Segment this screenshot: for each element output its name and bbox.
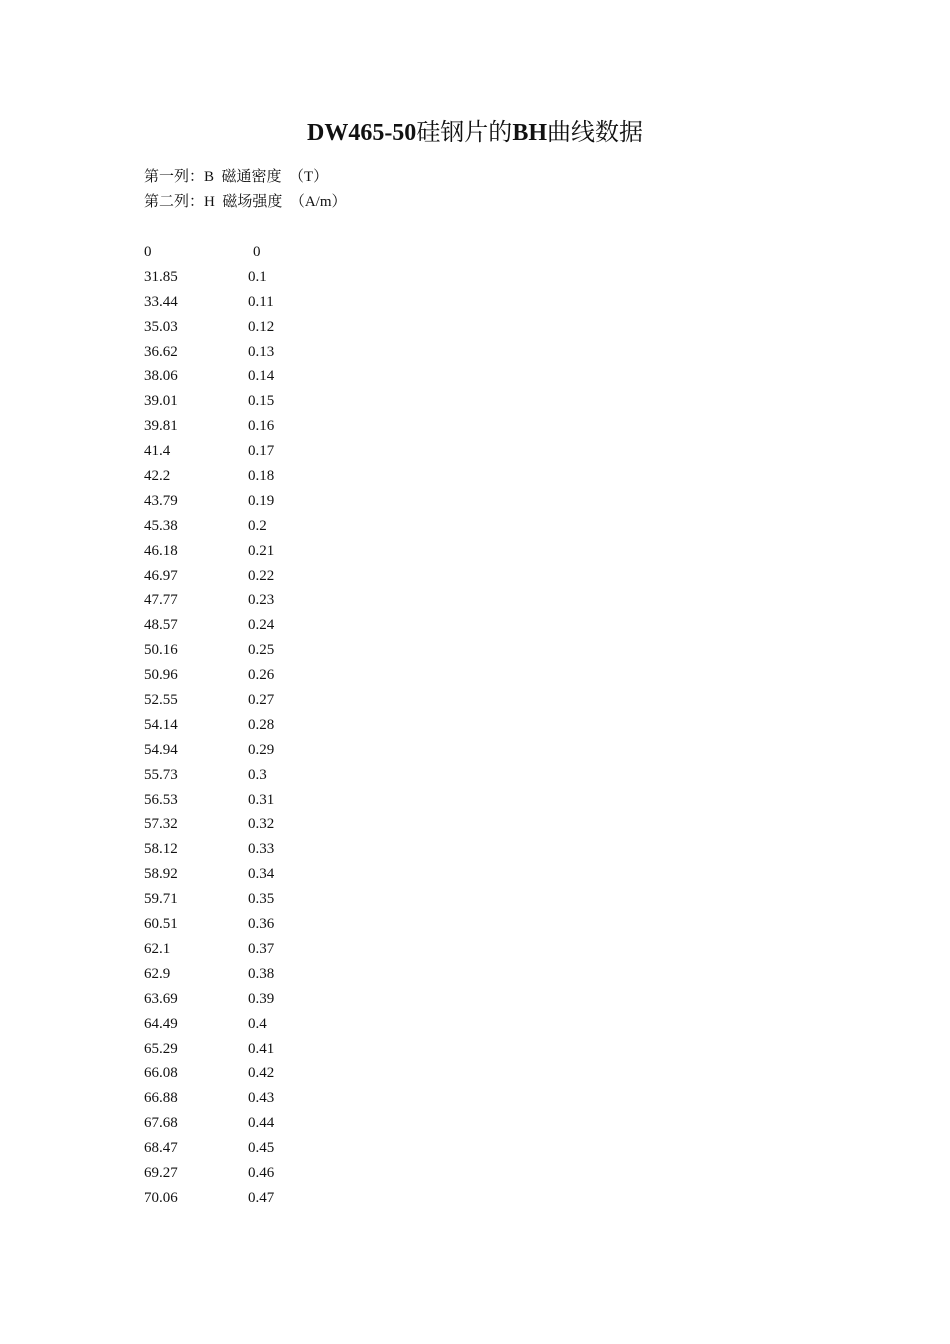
b-value-cell: 38.06 [144, 368, 178, 385]
h-value-cell: 0.34 [248, 866, 275, 883]
table-row [144, 888, 444, 913]
b-value-cell: 50.16 [144, 642, 178, 659]
b-value-cell: 57.32 [144, 816, 178, 833]
b-value-cell: 58.12 [144, 841, 178, 858]
h-value-cell: 0.17 [248, 443, 275, 460]
b-value-cell: 46.18 [144, 542, 178, 559]
b-value-cell: 52.55 [144, 692, 178, 709]
table-row [144, 515, 444, 540]
b-value-cell: 31.85 [144, 268, 178, 285]
h-value-cell: 0.23 [248, 592, 275, 609]
b-value-cell: 39.01 [144, 393, 178, 410]
h-value-cell: 0.19 [248, 492, 275, 509]
h-value-cell: 0.2 [248, 517, 267, 534]
page-title [0, 114, 950, 152]
table-row [144, 266, 444, 291]
h-value-cell: 0.22 [248, 567, 275, 584]
title-text-1: 硅钢片的 [416, 120, 513, 146]
h-value-cell: 0.13 [248, 343, 275, 360]
h-value-cell: 0.4 [248, 1015, 267, 1032]
title-model: DW465-50 [306, 120, 417, 146]
b-value-cell: 55.73 [144, 766, 178, 783]
h-value-cell: 0.32 [248, 816, 275, 833]
table-row [144, 316, 444, 341]
h-value-cell: 0.25 [248, 642, 275, 659]
table-row [144, 614, 444, 639]
b-value-cell: 35.03 [144, 318, 178, 335]
b-value-cell: 36.62 [144, 343, 178, 360]
h-value-cell: 0.44 [248, 1115, 275, 1132]
table-row [144, 390, 444, 415]
table-row [144, 963, 444, 988]
b-value-cell: 60.51 [144, 916, 178, 933]
b-value-cell: 33.44 [144, 293, 178, 310]
table-row [144, 1038, 444, 1063]
h-value-cell: 0.1 [248, 268, 267, 285]
table-row [144, 789, 444, 814]
h-value-cell: 0.41 [248, 1040, 275, 1057]
b-value-cell: 43.79 [144, 492, 178, 509]
table-row [144, 241, 444, 266]
bh-data-table [144, 241, 444, 1212]
h-value-cell: 0.28 [248, 716, 275, 733]
h-value-cell: 0.26 [248, 667, 275, 684]
h-value-cell: 0.11 [248, 293, 274, 310]
table-row [144, 1162, 444, 1187]
table-row [144, 465, 444, 490]
table-row [144, 565, 444, 590]
table-row [144, 291, 444, 316]
b-value-cell: 47.77 [144, 592, 178, 609]
h-value-cell: 0.42 [248, 1065, 275, 1082]
b-value-cell: 70.06 [144, 1189, 178, 1206]
h-value-cell: 0.29 [248, 741, 275, 758]
h-value-cell: 0.21 [248, 542, 275, 559]
table-row [144, 714, 444, 739]
h-value-cell: 0.35 [248, 891, 275, 908]
b-value-cell: 69.27 [144, 1164, 178, 1181]
b-value-cell: 39.81 [144, 418, 178, 435]
table-row [144, 440, 444, 465]
b-value-cell: 0 [144, 244, 152, 260]
h-value-cell: 0.14 [248, 368, 275, 385]
b-value-cell: 56.53 [144, 791, 178, 808]
h-value-cell: 0.31 [248, 791, 275, 808]
h-value-cell: 0.37 [248, 940, 275, 957]
table-row [144, 938, 444, 963]
table-row [144, 863, 444, 888]
h-value-cell: 0.12 [248, 318, 275, 335]
b-value-cell: 66.88 [144, 1090, 178, 1107]
b-value-cell: 63.69 [144, 990, 178, 1007]
table-row [144, 589, 444, 614]
h-value-cell: 0.38 [248, 965, 275, 982]
b-value-cell: 50.96 [144, 667, 178, 684]
h-value-cell: 0 [253, 244, 261, 260]
table-row [144, 1013, 444, 1038]
h-value-cell: 0.43 [248, 1090, 275, 1107]
b-value-cell: 64.49 [144, 1015, 178, 1032]
h-value-cell: 0.15 [248, 393, 275, 410]
h-value-cell: 0.27 [248, 692, 275, 709]
table-row [144, 415, 444, 440]
h-value-cell: 0.36 [248, 916, 275, 933]
table-row [144, 739, 444, 764]
table-row [144, 838, 444, 863]
table-row [144, 341, 444, 366]
column-1-description: 第一列：B 磁通密度 （T） [144, 169, 329, 185]
h-value-cell: 0.24 [248, 617, 275, 634]
h-value-cell: 0.39 [248, 990, 275, 1007]
b-value-cell: 59.71 [144, 891, 178, 908]
table-row [144, 365, 444, 390]
table-row [144, 913, 444, 938]
b-value-cell: 67.68 [144, 1115, 178, 1132]
b-value-cell: 54.14 [144, 716, 178, 733]
table-row [144, 639, 444, 664]
b-value-cell: 45.38 [144, 517, 178, 534]
h-value-cell: 0.3 [248, 766, 267, 783]
table-row [144, 1112, 444, 1137]
b-value-cell: 42.2 [144, 468, 171, 485]
b-value-cell: 46.97 [144, 567, 178, 584]
table-row [144, 1062, 444, 1087]
table-row [144, 1137, 444, 1162]
table-row [144, 1187, 444, 1212]
b-value-cell: 62.9 [144, 965, 171, 982]
b-value-cell: 65.29 [144, 1040, 178, 1057]
b-value-cell: 62.1 [144, 940, 171, 957]
column-2-description: 第二列：H 磁场强度 （A/m） [144, 194, 347, 210]
table-row [144, 1087, 444, 1112]
h-value-cell: 0.47 [248, 1189, 275, 1206]
b-value-cell: 41.4 [144, 443, 171, 460]
b-value-cell: 66.08 [144, 1065, 178, 1082]
title-bh: BH [512, 120, 547, 146]
h-value-cell: 0.33 [248, 841, 275, 858]
h-value-cell: 0.46 [248, 1164, 275, 1181]
h-value-cell: 0.16 [248, 418, 275, 435]
b-value-cell: 58.92 [144, 866, 178, 883]
b-value-cell: 48.57 [144, 617, 178, 634]
table-row [144, 490, 444, 515]
table-row [144, 540, 444, 565]
b-value-cell: 68.47 [144, 1140, 178, 1157]
title-text-2: 曲线数据 [547, 120, 643, 146]
table-row [144, 813, 444, 838]
h-value-cell: 0.45 [248, 1140, 275, 1157]
table-row [144, 988, 444, 1013]
b-value-cell: 54.94 [144, 741, 178, 758]
table-row [144, 764, 444, 789]
table-row [144, 689, 444, 714]
table-row [144, 664, 444, 689]
h-value-cell: 0.18 [248, 468, 275, 485]
